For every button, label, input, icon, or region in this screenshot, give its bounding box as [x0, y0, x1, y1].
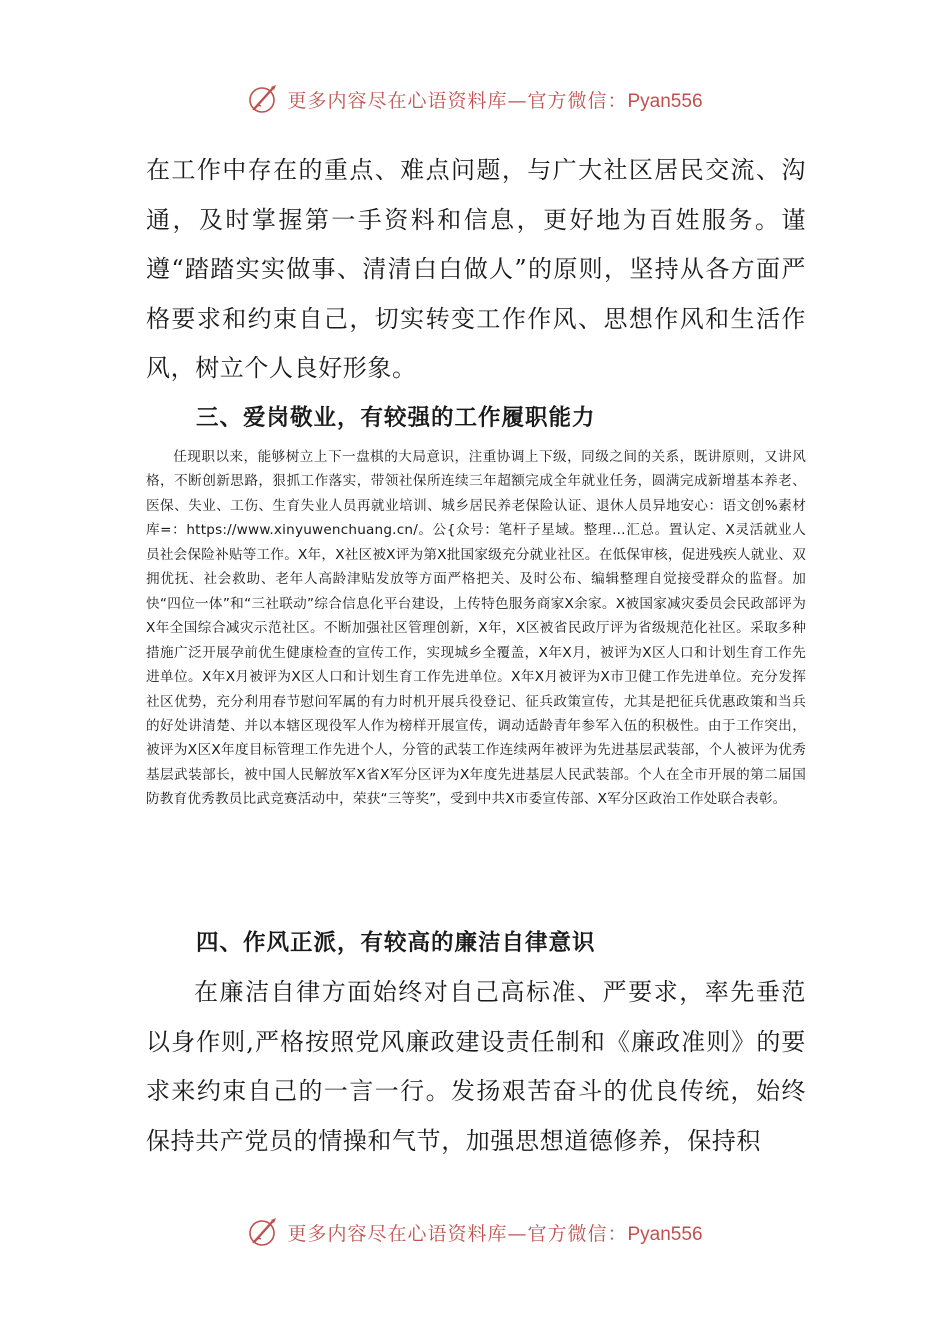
banner-text: 更多内容尽在心语资料库—官方微信：Pyan556: [287, 89, 703, 112]
paragraph-top: 在工作中存在的重点、难点问题，与广大社区居民交流、沟通，及时掌握第一手资料和信息，更好地为百姓服务。谨遵“踏踏实实做事、清清白白做人”的原则，坚持从各方面严格要求和约束自己，切实转变工作作风、思想作风和生活作风，树立个人良好形象。: [146, 156, 806, 382]
banner-text: 更多内容尽在心语资料库—官方微信：Pyan556: [287, 1222, 703, 1245]
heading-section-4: 四、作风正派，有较高的廉洁自律意识: [196, 930, 596, 956]
paragraph-section-4: 在廉洁自律方面始终对自己高标准、严要求，率先垂范以身作则,严格按照党风廉政建设责任制和《廉政准则》的要求来约束自己的一言一行。发扬艰苦奋斗的优良传统，始终保持共产党员的情操和气节，加强思想道德修养，保持积: [146, 978, 806, 1155]
pen-logo-icon: [247, 82, 281, 116]
banner-brand: Pyan556: [627, 1223, 703, 1245]
footer-banner: [0, 1208, 950, 1256]
paragraph-section-3: 任现职以来，能够树立上下一盘棋的大局意识，注重协调上下级，同级之间的关系，既讲原则，又讲风格，不断创新思路，狠抓工作落实，带领社保所连续三年超额完成全年就业任务，圆满完成新增基本养老、医保、失业、工伤、生育失业人员再就业培训、城乡居民养老保险认证、退休人员异地安心：语文创%素材库=：https://www.xinyuwenchuang.cn/。公{众号：笔杆子星域。整理…汇总。置认定、X灵活就业人员社会保险补贴等工作。X年，X社区被X评为第X批国家级充分就业社区。在低保审核，促进残疾人就业、双拥优抚、社会救助、老年人高龄津贴发放等方面严格把关、及时公布、编辑整理自觉接受群众的监督。加快“四位一体”和“三社联动”综合信息化平台建设，上传特色服务商家X余家。X被国家减灾委员会民政部评为X年全国综合减灾示范社区。不断加强社区管理创新，X年，X区被省民政厅评为省级规范化社区。采取多种措施广泛开展孕前优生健康检查的宣传工作，实现城乡全覆盖，X年X月，被评为X区人口和计划生育工作先进单位。X年X月被评为X区人口和计划生育工作先进单位。X年X月被评为X市卫健工作先进单位。充分发挥社区优势，充分利用春节慰问军属的有力时机开展兵役登记、征兵政策宣传，尤其是把征兵优惠政策和当兵的好处讲清楚、并以本辖区现役军人作为榜样开展宣传，调动适龄青年参军入伍的积极性。由于工作突出，被评为X区X年度目标管理工作先进个人，分管的武装工作连续两年被评为先进基层武装部，个人被评为优秀基层武装部长，被中国人民解放军X省X军分区评为X年度先进基层人民武装部。个人在全市开展的第二届国防教育优秀教员比武竞赛活动中，荣获“三等奖”，受到中共X市委宣传部、X军分区政治工作处联合表彰。: [146, 449, 806, 808]
pen-logo-icon: [247, 1215, 281, 1249]
heading-section-3: 三、爱岗敬业，有较强的工作履职能力: [196, 405, 596, 431]
header-banner: [0, 75, 950, 123]
banner-brand: Pyan556: [627, 90, 703, 112]
